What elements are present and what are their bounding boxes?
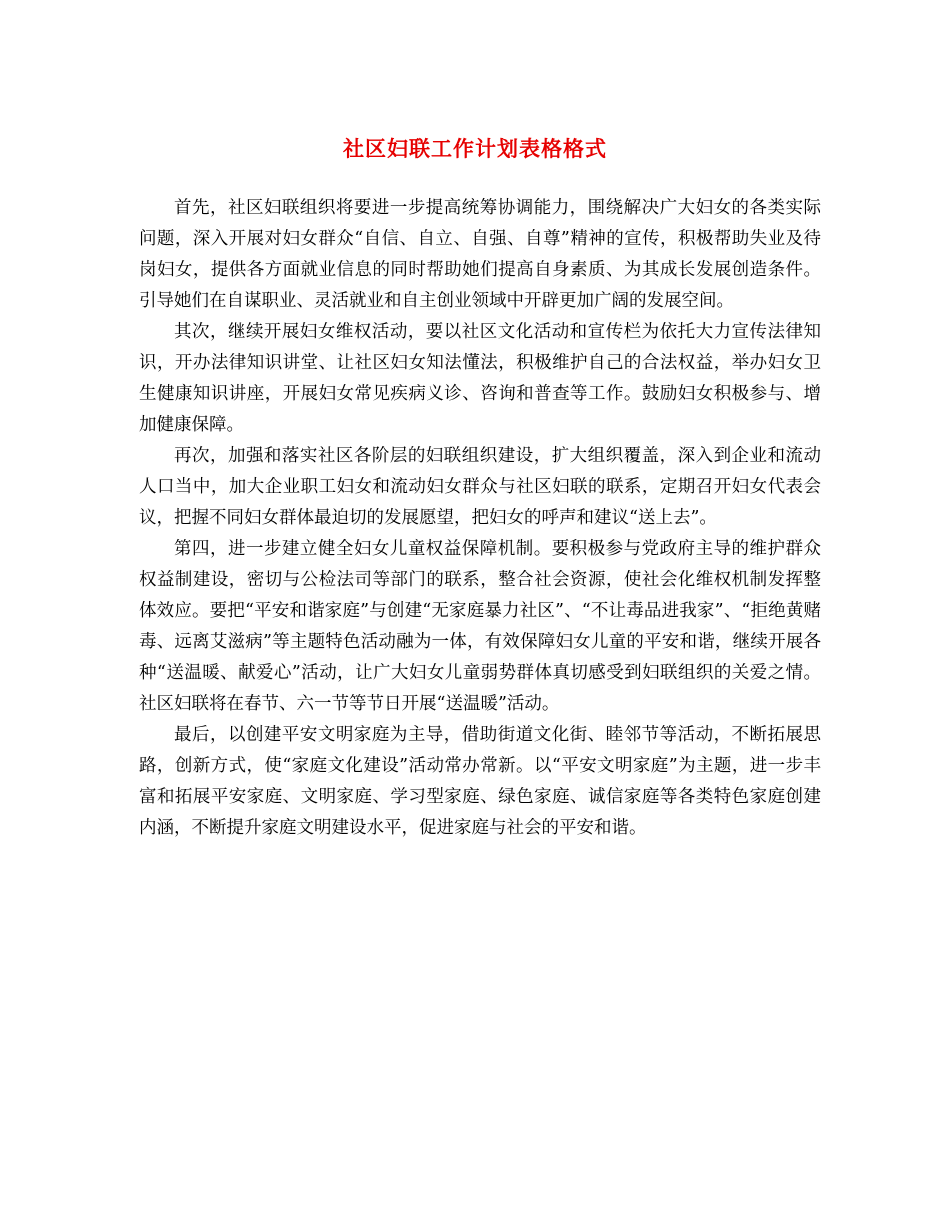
paragraph-5: 最后，以创建平安文明家庭为主导，借助街道文化街、睦邻节等活动，不断拓展思路，创新方式，使“家庭文化建设”活动常办常新。以“平安文明家庭”为主题，进一步丰富和拓展平安家庭、文明家庭、学习型家庭、绿色家庭、诚信家庭等各类特色家庭创建内涵，不断提升家庭文明建设水平，促进家庭与社会的平安和谐。: [139, 725, 821, 838]
paragraph-2: 其次，继续开展妇女维权活动，要以社区文化活动和宣传栏为依托大力宣传法律知识，开办法律知识讲堂、让社区妇女知法懂法，积极维护自己的合法权益，举办妇女卫生健康知识讲座，开展妇女常见疾病义诊、咨询和普查等工作。鼓励妇女积极参与、增加健康保障。: [139, 322, 821, 435]
paragraph-3: 再次，加强和落实社区各阶层的妇联组织建设，扩大组织覆盖，深入到企业和流动人口当中，加大企业职工妇女和流动妇女群众与社区妇联的联系，定期召开妇女代表会议，把握不同妇女群体最迫切的发展愿望，把妇女的呼声和建议“送上去”。: [139, 446, 821, 528]
paragraph-1: 首先，社区妇联组织将要进一步提高统筹协调能力，围绕解决广大妇女的各类实际问题，深入开展对妇女群众“自信、自立、自强、自尊”精神的宣传，积极帮助失业及待岗妇女，提供各方面就业信息的同时帮助她们提高自身素质、为其成长发展创造条件。引导她们在自谋职业、灵活就业和自主创业领域中开辟更加广阔的发展空间。: [139, 198, 821, 311]
document-title: 社区妇联工作计划表格格式: [343, 136, 607, 162]
paragraph-4: 第四，进一步建立健全妇女儿童权益保障机制。要积极参与党政府主导的维护群众权益制建设，密切与公检法司等部门的联系，整合社会资源，使社会化维权机制发挥整体效应。要把“平安和谐家庭”与创建“无家庭暴力社区”、“不让毒品进我家”、“拒绝黄赌毒、远离艾滋病”等主题特色活动融为一体，有效保障妇女儿童的平安和谐，继续开展各种“送温暖、献爱心”活动，让广大妇女儿童弱势群体真切感受到妇联组织的关爱之情。社区妇联将在春节、六一节等节日开展“送温暖”活动。: [139, 539, 821, 714]
document-body: [139, 193, 821, 844]
